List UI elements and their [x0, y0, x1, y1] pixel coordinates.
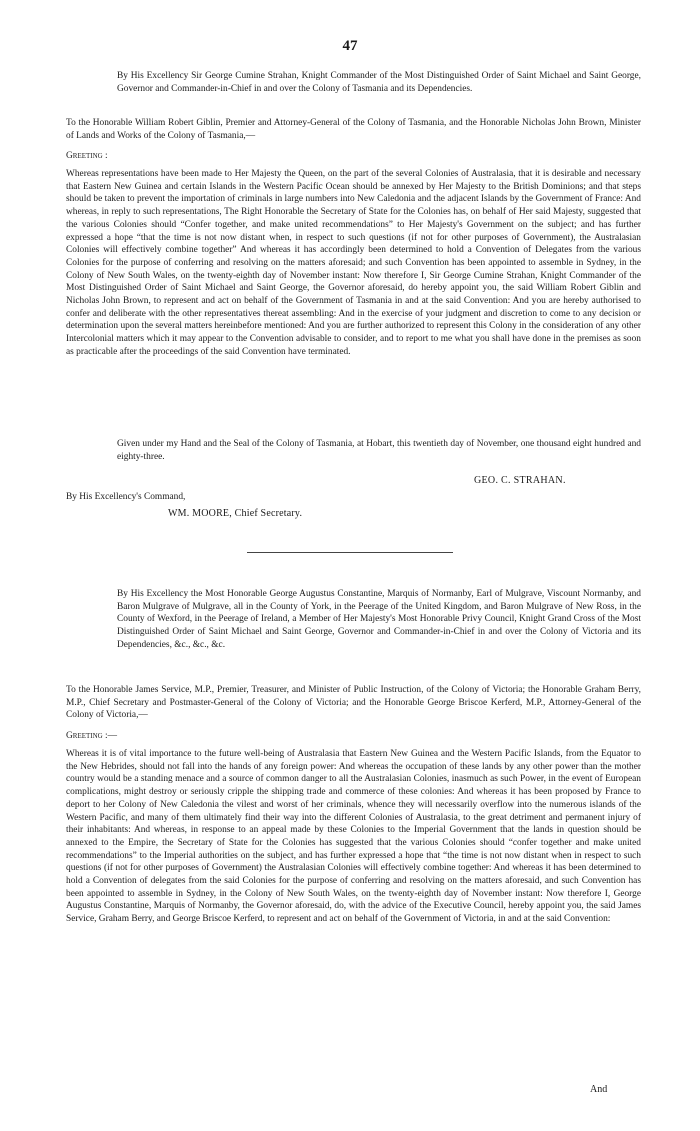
chief-secretary: WM. MOORE, Chief Secretary. [168, 508, 303, 519]
proclamation-2-body: Whereas it is of vital importance to the future well-being of Australasia that Eastern New Guinea and the Western Pacific Islands, from the Equator to the New Hebrides, should not fall into the hands of any foreign power: And whereas the occupation of these lands by any other power than the mother country would be a standing menace and a source of common danger to all the Australasian Colonies, inasmuch as such Power, in the event of European complications, might destroy or seriously cripple the shipping trade and commerce of these colonies: And whereas it has been proposed by France to deport to her Colony of New Caledonia the vilest and worst of her criminals, whence they will necessarily overflow into the numerous islands of the Western Pacific, and many of them ultimately find their way into the different Colonies of Australasia, to the great detriment and permanent injury of their inhabitants: And whereas, in response to an appeal made by these Colonies to the Imperial Government that the lands in question should be annexed to the Empire, the Secretary of State for the Colonies has suggested that the various Colonies should “confer together and make united recommendations” to the Imperial authorities on the subject, and has further expressed a hope that “the time is not now distant when in respect to such questions (if not for other purposes of Government) the Australasian Colonies will effectively combine together: And whereas it has been determined to hold a Convention of delegates from the said Colonies for the purpose of conferring and resolving on the matters aforesaid, and such Convention has been appointed to assemble in Sydney, in the Colony of New South Wales, on the twenty-eighth day of November instant: Now therefore I, George Augustus Constantine, Marquis of Normanby, the Governor aforesaid, do, with the advice of the Executive Council, hereby appoint you, the said James Service, Graham Berry, and George Briscoe Kerferd, to represent and act on behalf of the Government of Victoria, in and at the said Convention: [66, 749, 641, 925]
command-line: By His Excellency's Command, [66, 492, 186, 502]
governor-signature: GEO. C. STRAHAN. [474, 475, 566, 486]
proclamation-1-given: Given under my Hand and the Seal of the Colony of Tasmania, at Hobart, this twentieth day of November, one thousand eight hundred and eighty-three. [117, 439, 641, 462]
page-number: 47 [342, 38, 358, 54]
proclamation-1-greeting: Greeting : [66, 151, 108, 161]
proclamation-1-heading: By His Excellency Sir George Cumine Strahan, Knight Commander of the Most Distinguished Order of Saint Michael and Saint George, Governor and Commander-in-Chief in and over the Colony of Tasmania and its Dependencies. [117, 71, 641, 94]
proclamation-1-address: To the Honorable William Robert Giblin, Premier and Attorney-General of the Colony of Tasmania, and the Honorable Nicholas John Brown, Minister of Lands and Works of the Colony of Tasmania,— [66, 118, 641, 141]
proclamation-2-heading: By His Excellency the Most Honorable George Augustus Constantine, Marquis of Normanby, Earl of Mulgrave, Viscount Normanby, and Baron Mulgrave of Mulgrave, all in the County of York, in the Peerage of the United Kingdom, and Baron Mulgrave of New Ross, in the County of Wexford, in the Peerage of Ireland, a Member of Her Majesty's Most Honorable Privy Council, Knight Grand Cross of the Most Distinguished Order of Saint Michael and Saint George, Governor and Commander-in-Chief in and over the Colony of Victoria and its Dependencies, &c., &c., &c. [117, 589, 641, 650]
proclamation-2-greeting: Greeting :— [66, 731, 118, 741]
section-divider [247, 552, 453, 553]
proclamation-1-body: Whereas representations have been made to Her Majesty the Queen, on the part of the several Colonies of Australasia, that it is desirable and necessary that Eastern New Guinea and certain Islands in the Western Pacific Ocean should be annexed by Her Majesty to the British Dominions; and that steps should be taken to prevent the importation of criminals in large numbers into New Caledonia and the adjacent Islands by the Government of France: And whereas, in reply to such representations, The Right Honorable the Secretary of State for the Colonies has, on behalf of Her said Majesty, suggested that the various Colonies should “Confer together, and make united recommendations” to Her Majesty's Government on the subject; and has further expressed a hope “that the time is not now distant when, in respect to such questions (if not for other purposes of Government), the Australasian Colonies will effectively combine together” And whereas it has accordingly been determined to hold a Convention of Delegates from the various Colonies for the purpose of conferring and resolving on the matters aforesaid; and such Convention has been appointed to assemble in Sydney, in the Colony of New South Wales, on the twenty-eighth day of November instant: Now therefore I, Sir George Cumine Strahan, Knight Commander of the Most Distinguished Order of Saint Michael and Saint George, the Governor aforesaid, do hereby appoint you, the said William Robert Giblin and Nicholas John Brown, to represent and act on behalf of the Government of Tasmania in and at the said Convention: And you are hereby authorised to confer and deliberate with the other representatives thereat assembling: And in the exercise of your judgment and discretion to come to any decision or determination upon the several matters hereinbefore mentioned: And you are further authorized to represent this Colony in the consideration of any other Intercolonial matters which it may appear to the Convention advisable to consider, and to report to me what you shall have done in the premises as soon as practicable after the proceedings of the said Convention have terminated. [66, 169, 641, 357]
catchword: And [590, 1084, 608, 1095]
proclamation-2-address: To the Honorable James Service, M.P., Premier, Treasurer, and Minister of Public Instruction, of the Colony of Victoria; the Honorable Graham Berry, M.P., Chief Secretary and Postmaster-General of the Colony of Victoria; and the Honorable George Briscoe Kerferd, M.P., Attorney-General of the Colony of Victoria,— [66, 685, 641, 721]
